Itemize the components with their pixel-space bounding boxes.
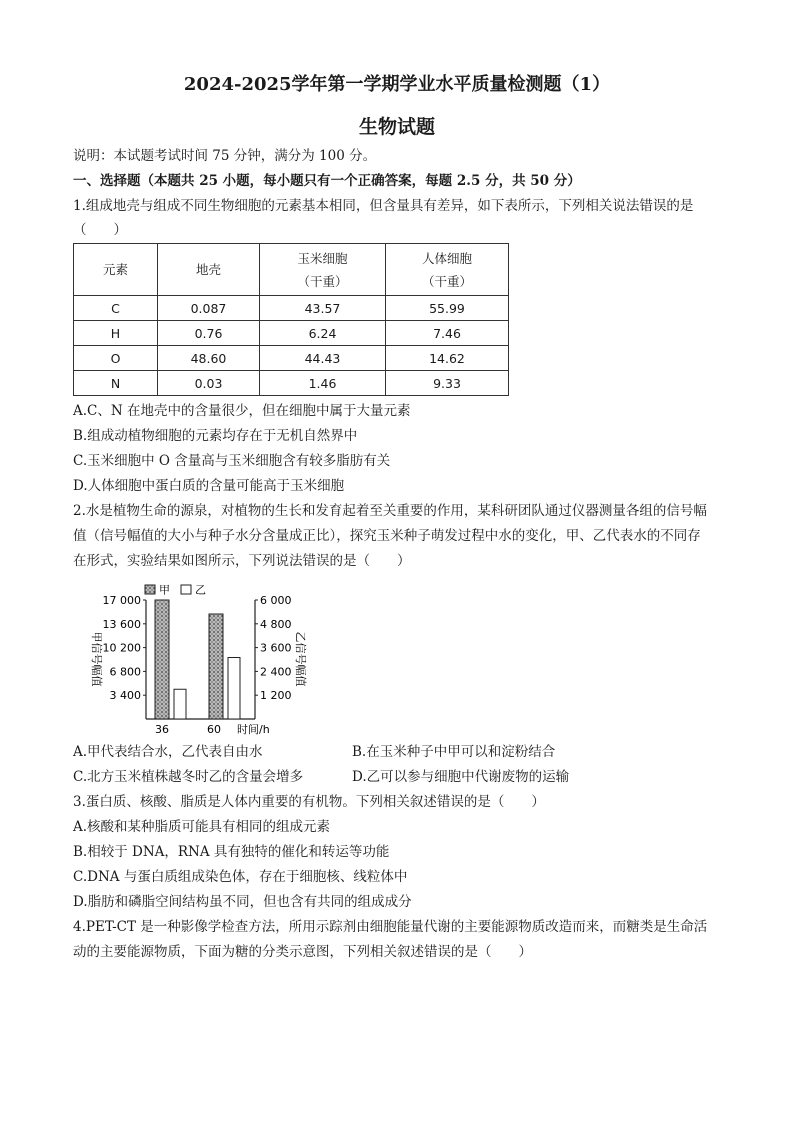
legend-swatch-yi <box>181 585 191 594</box>
right-axis-label: 乙信号幅值 <box>294 631 307 687</box>
q4-stem-line1: 4.PET-CT 是一种影像学检查方法，所用示踪剂由细胞能量代谢的主要能源物质改造而来，而糖类是生命活 <box>73 919 708 935</box>
element-table <box>73 243 509 396</box>
q2-option-d: D.乙可以参与细胞中代谢废物的运输 <box>352 769 570 785</box>
table-cell: 0.03 <box>158 371 260 396</box>
q2-stem-line1: 2.水是植物生命的源泉，对植物的生长和发育起着至关重要的作用，某科研团队通过仪器测量各组的信号幅 <box>73 503 707 519</box>
q1-stem-blank: （ ） <box>73 222 127 238</box>
q3-option-a: A.核酸和某种脂质可能具有相同的组成元素 <box>73 819 331 835</box>
left-tick-label: 10 200 <box>102 641 141 655</box>
q1-option-c: C.玉米细胞中 O 含量高与玉米细胞含有较多脂肪有关 <box>73 453 391 469</box>
q2-option-b: B.在玉米种子中甲可以和淀粉结合 <box>352 744 556 760</box>
right-tick-label: 4 800 <box>260 617 292 631</box>
legend-label-jia: 甲 <box>159 583 170 597</box>
exam-title: 2024-2025学年第一学期学业水平质量检测题（1） <box>183 74 611 95</box>
chart-legend <box>145 584 206 597</box>
bar-jia-36 <box>155 600 169 719</box>
left-axis-label: 甲信号幅值 <box>90 631 103 687</box>
bar-yi-60 <box>228 658 240 719</box>
bar-yi-36 <box>174 689 186 719</box>
table-cell: 48.60 <box>158 346 260 371</box>
subject-title: 生物试题 <box>358 116 435 138</box>
table-cell: 14.62 <box>386 346 509 371</box>
q2-stem-line2: 值（信号幅值的大小与种子水分含量成正比），探究玉米种子萌发过程中水的变化，甲、乙代表水的不同存 <box>73 528 701 544</box>
table-row <box>74 371 509 396</box>
legend-swatch-jia <box>145 585 155 594</box>
table-header: 人体细胞 （干重） <box>386 244 509 296</box>
right-tick-label: 3 600 <box>260 641 292 655</box>
q1-option-a: A.C、N 在地壳中的含量很少，但在细胞中属于大量元素 <box>73 403 411 419</box>
x-tick-label: 60 <box>207 723 221 736</box>
table-cell: 6.24 <box>260 321 386 346</box>
table-cell: H <box>74 321 158 346</box>
q3-stem: 3.蛋白质、核酸、脂质是人体内重要的有机物。下列相关叙述错误的是（ ） <box>73 794 545 810</box>
table-cell: 43.57 <box>260 296 386 321</box>
left-tick-label: 17 000 <box>102 594 141 607</box>
table-cell: 0.76 <box>158 321 260 346</box>
table-cell: C <box>74 296 158 321</box>
table-cell: N <box>74 371 158 396</box>
table-cell: 0.087 <box>158 296 260 321</box>
table-header: 元素 <box>74 244 158 296</box>
x-tick-label: 36 <box>155 723 169 736</box>
q3-option-c: C.DNA 与蛋白质组成染色体，存在于细胞核、线粒体中 <box>73 869 408 885</box>
table-row <box>74 346 509 371</box>
table-cell: 9.33 <box>386 371 509 396</box>
q2-stem-line3: 在形式，实验结果如图所示，下列说法错误的是（ ） <box>73 553 411 569</box>
right-tick-label: 6 000 <box>260 594 292 607</box>
table-header-row <box>74 244 509 296</box>
table-cell: 1.46 <box>260 371 386 396</box>
left-tick-label: 6 800 <box>109 665 141 679</box>
right-tick-label: 2 400 <box>260 665 292 679</box>
table-header: 玉米细胞 （干重） <box>260 244 386 296</box>
q2-option-c: C.北方玉米植株越冬时乙的含量会增多 <box>73 769 304 785</box>
table-row <box>74 296 509 321</box>
q4-stem-line2: 动的主要能源物质，下面为糖的分类示意图，下列相关叙述错误的是（ ） <box>73 944 532 960</box>
bar-jia-60 <box>209 614 223 719</box>
q1-option-b: B.组成动植物细胞的元素均存在于无机自然界中 <box>73 428 358 444</box>
legend-label-yi: 乙 <box>195 583 206 597</box>
table-cell: O <box>74 346 158 371</box>
x-axis-label: 时间/h <box>237 723 270 736</box>
q2-option-a: A.甲代表结合水，乙代表自由水 <box>73 744 263 760</box>
left-tick-label: 13 600 <box>102 617 141 631</box>
table-cell: 55.99 <box>386 296 509 321</box>
q3-option-b: B.相较于 DNA，RNA 具有独特的催化和转运等功能 <box>73 844 390 860</box>
q3-option-d: D.脂肪和磷脂空间结构虽不同，但也含有共同的组成成分 <box>73 894 412 910</box>
q1-stem: 1.组成地壳与组成不同生物细胞的元素基本相同，但含量具有差异，如下表所示，下列相关说法错误的是 <box>73 198 694 214</box>
exam-note: 说明：本试题考试时间 75 分钟，满分为 100 分。 <box>73 148 377 164</box>
right-tick-label: 1 200 <box>260 689 292 703</box>
table-cell: 44.43 <box>260 346 386 371</box>
section-heading: 一、选择题（本题共 25 小题，每小题只有一个正确答案，每题 2.5 分，共 50 分） <box>73 173 581 189</box>
q1-option-d: D.人体细胞中蛋白质的含量可能高于玉米细胞 <box>73 478 345 494</box>
table-header: 地壳 <box>158 244 260 296</box>
left-tick-label: 3 400 <box>109 689 141 703</box>
water-signal-chart <box>73 583 333 741</box>
table-cell: 7.46 <box>386 321 509 346</box>
table-row <box>74 321 509 346</box>
